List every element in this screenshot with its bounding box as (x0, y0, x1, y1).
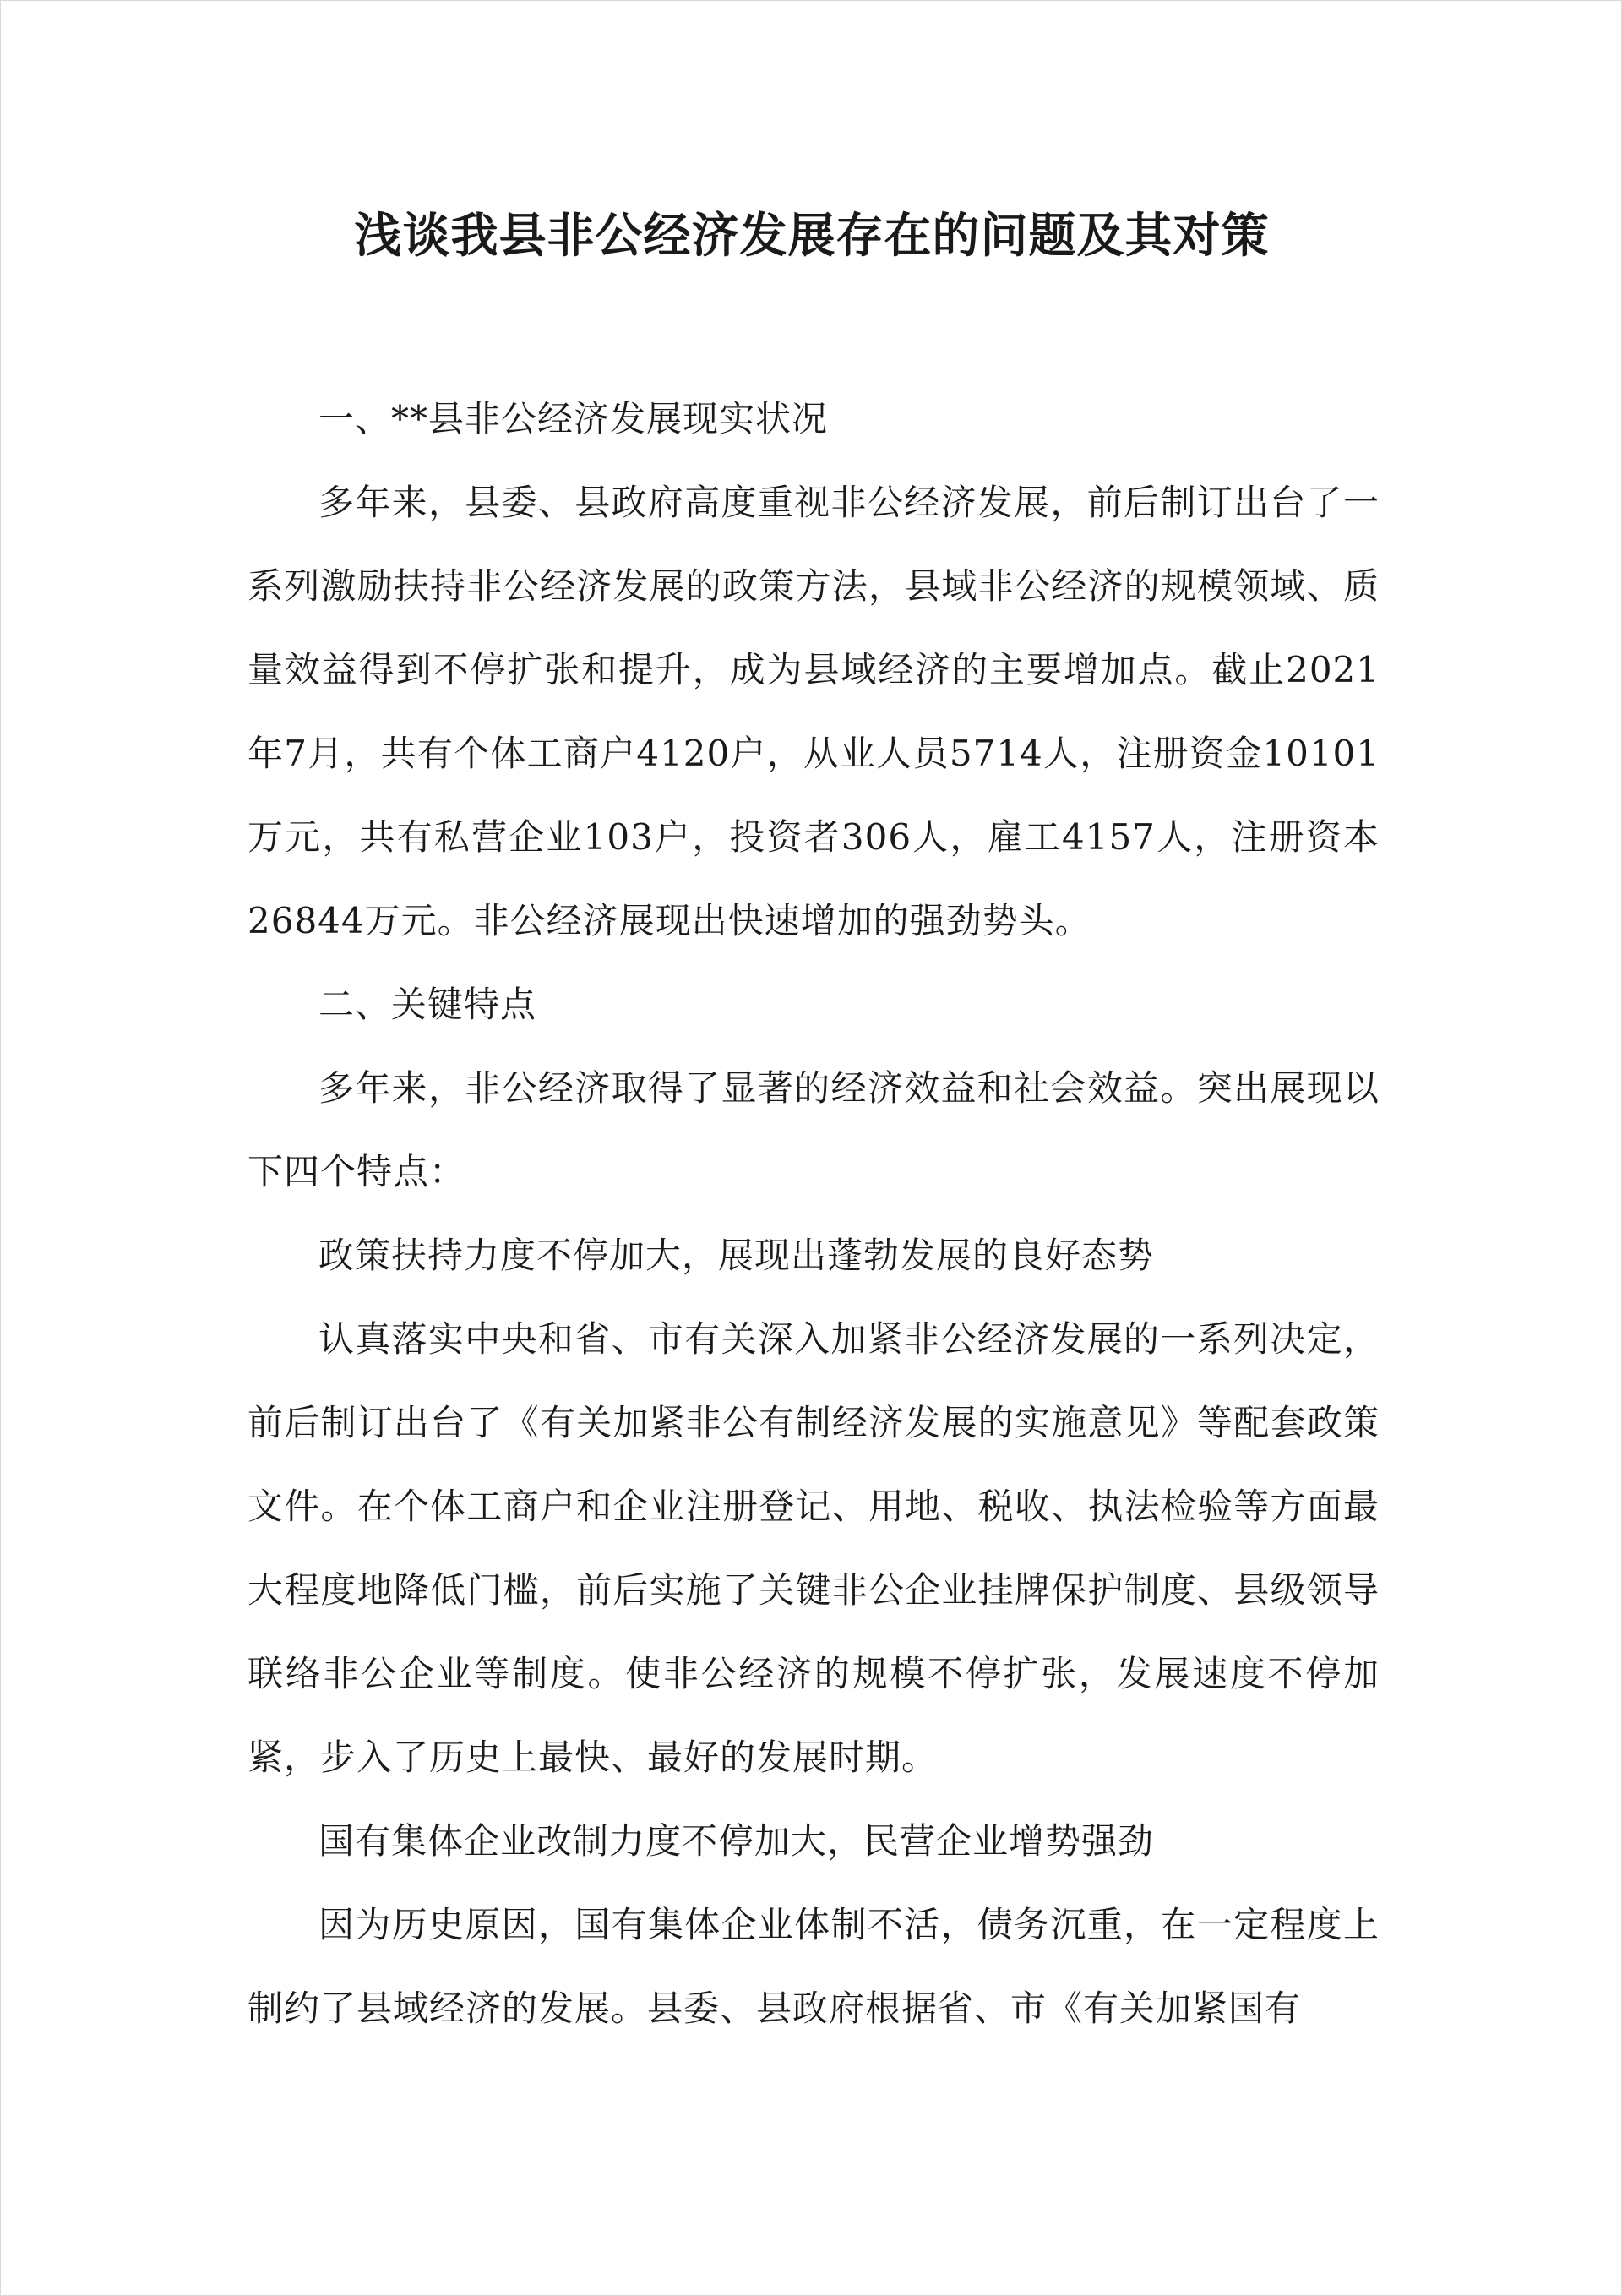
document-title: 浅谈我县非公经济发展存在的问题及其对策 (354, 208, 1270, 264)
section-heading-2: 二、关键特点 (318, 984, 537, 1025)
paragraph: 认真落实中央和省、市有关深入加紧非公经济发展的一系列决定，前后制订出台了《有关加紧非公有制经济发展的实施意见》等配套政策文件。在个体工商户和企业注册登记、用地、税收、执法检验等方面最大程度地降低门槛，前后实施了关键非公企业挂牌保护制度、县级领导联络非公企业等制度。使非公经济的规模不停扩张，发展速度不停加紧，步入了历史上最快、最好的发展时期。 (248, 1318, 1380, 1778)
paragraph: 多年来，县委、县政府高度重视非公经济发展，前后制订出台了一系列激励扶持非公经济发展的政策方法，县域非公经济的规模领域、质量效益得到不停扩张和提升，成为县域经济的主要增加点。截止2021年7月，共有个体工商户4120户，从业人员5714人，注册资金10101万元，共有私营企业103户，投资者306人，雇工4157人，注册资本26844万元。非公经济展现出快速增加的强劲势头。 (248, 482, 1380, 941)
subheading: 国有集体企业改制力度不停加大，民营企业增势强劲 (318, 1820, 1155, 1862)
paragraph: 因为历史原因，国有集体企业体制不活，债务沉重，在一定程度上制约了县域经济的发展。县委、县政府根据省、市《有关加紧国有 (248, 1904, 1380, 2029)
paragraph: 多年来，非公经济取得了显著的经济效益和社会效益。突出展现以下四个特点： (248, 1067, 1380, 1192)
section-heading-1: 一、**县非公经济发展现实状况 (318, 398, 829, 439)
document-body (248, 377, 1380, 2050)
subheading: 政策扶持力度不停加大，展现出蓬勃发展的良好态势 (318, 1235, 1155, 1276)
